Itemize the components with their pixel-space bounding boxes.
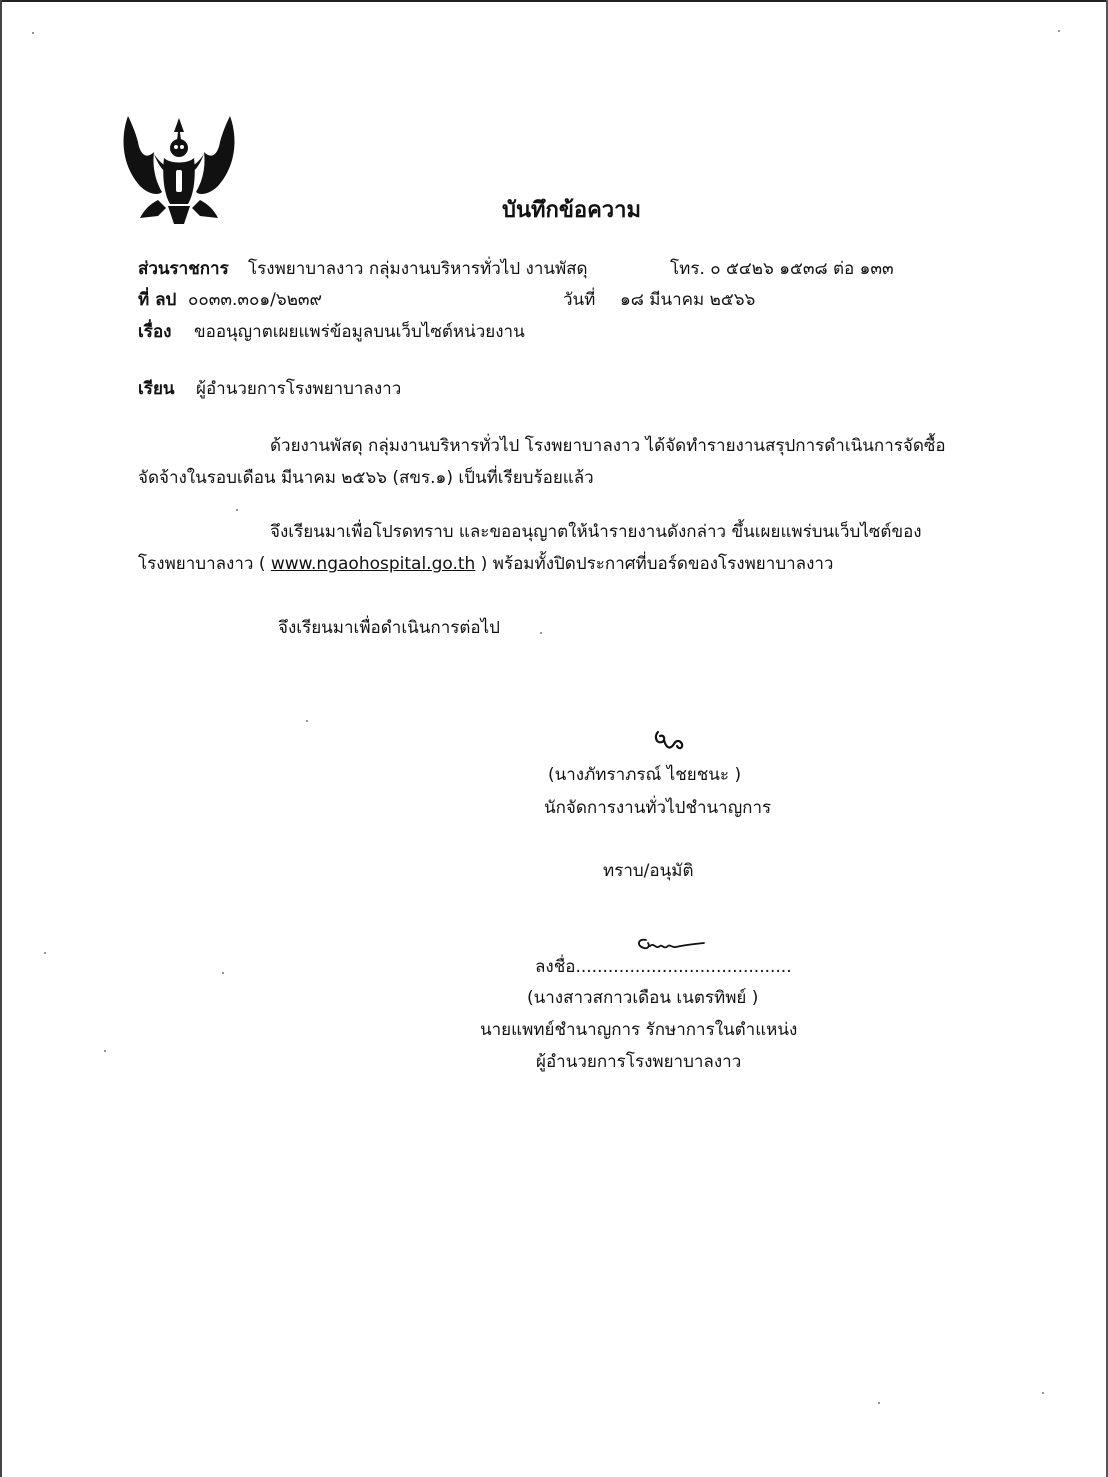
agency-value: โรงพยาบาลงาว กลุ่มงานบริหารทั่วไป งานพัสดุ [248, 259, 588, 279]
scan-speck [104, 1050, 106, 1052]
paragraph2-prefix: โรงพยาบาลงาว ( [138, 554, 266, 574]
to-label: เรียน [138, 379, 175, 399]
scan-edge-left [0, 0, 2, 1477]
scan-speck [1042, 1392, 1044, 1394]
phone-number: โทร. ๐ ๕๔๒๖ ๑๕๓๘ ต่อ ๑๓๓ [670, 259, 894, 279]
website-link[interactable]: www.ngaohospital.go.th [270, 554, 476, 574]
paragraph3: จึงเรียนมาเพื่อดำเนินการต่อไป [278, 618, 500, 638]
scan-speck [1058, 30, 1060, 32]
paragraph2-line2 [138, 553, 833, 575]
signer2-name: (นางสาวสกาวเดือน เนตรทิพย์ ) [527, 988, 759, 1008]
to-value: ผู้อำนวยการโรงพยาบาลงาว [196, 379, 402, 399]
approval-text: ทราบ/อนุมัติ [603, 861, 694, 881]
scan-speck [306, 720, 308, 722]
date-label: วันที่ [563, 290, 596, 310]
signer2-position-line2: ผู้อำนวยการโรงพยาบาลงาว [536, 1052, 742, 1072]
subject-value: ขออนุญาตเผยแพร่ข้อมูลบนเว็บไซต์หน่วยงาน [194, 322, 525, 342]
signer1-name: (นางภัทราภรณ์ ไชยชนะ ) [548, 765, 742, 785]
scan-speck [222, 972, 224, 974]
scan-speck [540, 632, 542, 634]
agency-label: ส่วนราชการ [138, 259, 229, 279]
paragraph1-line1: ด้วยงานพัสดุ กลุ่มงานบริหารทั่วไป โรงพยาบาลงาว ได้จัดทำรายงานสรุปการดำเนินการจัดซื้อ [270, 436, 946, 456]
scan-speck [32, 32, 34, 34]
ref-number: ๐๐๓๓.๓๐๑/๖๒๓๙ [188, 290, 322, 310]
scan-speck [236, 509, 238, 511]
sign-line: ลงชื่อ........................................ [535, 957, 792, 977]
paragraph2-suffix: ) พร้อมทั้งปิดประกาศที่บอร์ดของโรงพยาบาลงาว [480, 554, 834, 574]
signature-1-icon [652, 726, 688, 754]
scan-edge-top [0, 0, 1108, 2]
memo-title: บันทึกข้อความ [502, 198, 642, 223]
subject-label: เรื่อง [138, 322, 172, 342]
garuda-emblem-icon [118, 108, 240, 228]
scan-speck [878, 1402, 880, 1404]
signer2-position-line1: นายแพทย์ชำนาญการ รักษาการในตำแหน่ง [480, 1020, 798, 1040]
ref-label: ที่ ลป [138, 290, 177, 310]
scan-speck [44, 952, 46, 954]
date-value: ๑๘ มีนาคม ๒๕๖๖ [620, 290, 756, 310]
paragraph2-line1: จึงเรียนมาเพื่อโปรดทราบ และขออนุญาตให้นำรายงานดังกล่าว ขึ้นเผยแพร่บนเว็บไซต์ของ [270, 522, 922, 542]
signer1-position: นักจัดการงานทั่วไปชำนาญการ [544, 798, 772, 818]
paragraph1-line2: จัดจ้างในรอบเดือน มีนาคม ๒๕๖๖ (สขร.๑) เป็นที่เรียบร้อยแล้ว [138, 468, 594, 488]
